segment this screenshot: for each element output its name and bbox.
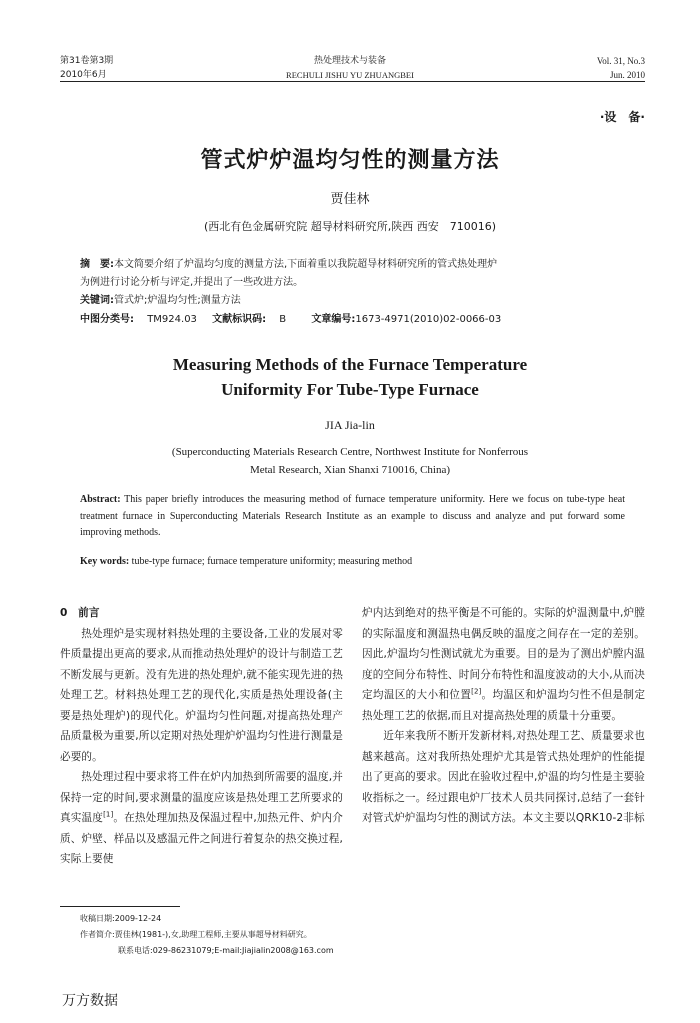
clc-label: 中图分类号: (80, 314, 134, 325)
left-paragraph-2 (60, 767, 343, 870)
keywords-en (80, 554, 625, 571)
article-no-label: 文章编号: (311, 314, 356, 325)
right-paragraph-1 (362, 603, 645, 726)
left-paragraph-1: 热处理炉是实现材料热处理的主要设备,工业的发展对零件质量提出更高的要求,从而推动热处理炉的设计与制造工艺不断发展与更新。没有先进的热处理炉,就不能实现先进的热处理工艺。材料热处理工艺的现代化,实质是热处理设备(主要是热处理炉)的现代化。炉温均匀性问题,对提高热处理产品质量极为重要,所以定期对热处理炉炉温均匀性进行测量是必要的。 (60, 627, 343, 763)
abstract-cn-label: 摘 要: (80, 259, 114, 270)
right-paragraph-2: 近年来我所不断开发新材料,对热处理工艺、质量要求也越来越高。这对我所热处理炉尤其是管式热处理炉的性能提出了更高的要求。因此在验收过程中,炉温的均匀性是主要验收指标之一。经过跟电炉厂技术人员共同探讨,总结了一套针对管式炉炉温均匀性的测试方法。本文主要以QRK10-2非标 (362, 730, 645, 824)
affiliation-en-line2: Metal Research, Xian Shanxi 710016, China) (249, 464, 451, 476)
abstract-en-label: Abstract: (80, 494, 121, 505)
keywords-en-label: Key words: (80, 556, 130, 567)
section-tag: ·设 备· (599, 110, 645, 124)
title-en-line1: Measuring Methods of the Furnace Temperature (172, 355, 528, 374)
clc-value: TM924.03 (147, 314, 197, 325)
doc-code-label: 文献标识码: (212, 314, 267, 325)
header-journal-cn: 热处理技术与装备 (313, 56, 386, 66)
abstract-cn-line2: 为例进行讨论分析与评定,并提出了一些改进方法。 (80, 277, 304, 288)
body-left-column (60, 603, 343, 870)
abstract-en (80, 492, 625, 542)
title-cn: 管式炉炉温均匀性的测量方法 (200, 148, 500, 173)
keywords-cn (80, 292, 241, 310)
header-rule (60, 81, 645, 82)
abstract-cn-line1: 本文简要介绍了炉温均匀度的测量方法,下面着重以我院超导材料研究所的管式热处理炉 (114, 259, 498, 270)
watermark: 万方数据 (62, 993, 118, 1009)
affiliation-en-line1: (Superconducting Materials Research Centre, Northwest Institute for Nonferrous (171, 446, 529, 458)
left-paragraph-2-text-a: 热处理过程中要求将工件在炉内加热到所需要的温度,并保持一定的时间,要求测量的温度应该是热处理工艺所要求的真实温度 (60, 771, 343, 824)
affiliation-cn: (西北有色金属研究院 超导材料研究所,陕西 西安 710016) (203, 220, 497, 233)
right-paragraph-1-text-b: 。均温区和炉温均匀性不但是制定热处理工艺的依据,而且对提高热处理的质量十分重要。 (362, 689, 646, 722)
left-paragraph-2-text-b: 。在热处理加热及保温过程中,加热元件、炉内介质、炉壁、样品以及感温元件之间进行着复杂的热交换过程,实际上要使 (60, 812, 343, 865)
article-no-value: 1673-4971(2010)02-0066-03 (355, 314, 502, 325)
footnote-author-bio: 作者简介:贾佳林(1981-),女,助理工程师,主要从事超导材料研究。 (80, 930, 312, 939)
footnote-contact: 联系电话:029-86231079;E-mail:Jiajialin2008@163.com (118, 946, 334, 955)
footnote-rule (60, 906, 180, 907)
abstract-cn (80, 256, 497, 274)
doc-code-value: B (279, 314, 287, 325)
header-date-cn: 2010年6月 (60, 70, 107, 80)
body-right-column (362, 603, 645, 829)
abstract-en-text: This paper briefly introduces the measuring method of furnace temperature uniformity. Here we focus on tube-type heat treatment furnace in Superconducting Materials Research Institute as an example to discuss and analyze and put forward some improving methods. (80, 494, 625, 538)
keywords-cn-label: 关键词: (80, 295, 114, 306)
author-en: JIA Jia-lin (325, 418, 375, 432)
citation-2: [2] (471, 687, 482, 696)
right-paragraph-1-text-a: 炉内达到绝对的热平衡是不可能的。实际的炉温测量中,炉膛的实际温度和测温热电偶反映的温度之间存在一定的差别。因此,炉温均匀性测试就尤为重要。目的是为了测出炉膛内温度的空间分布特性、时间分布特性和温度波动的大小,从而决定均温区的大小和位置 (362, 607, 645, 701)
citation-1: [1] (103, 810, 114, 819)
header-journal-en: RECHULI JISHU YU ZHUANGBEI (286, 70, 414, 80)
header-volume-en: Vol. 31, No.3 (596, 56, 645, 66)
footnote-received: 收稿日期:2009-12-24 (80, 914, 162, 923)
keywords-en-text: tube-type furnace; furnace temperature uniformity; measuring method (131, 556, 413, 567)
classification-row (80, 311, 501, 329)
header-date-en: Jun. 2010 (609, 70, 645, 80)
header-volume-cn: 第31卷第3期 (60, 56, 114, 66)
title-en-line2: Uniformity For Tube-Type Furnace (221, 380, 479, 399)
section-0-heading: 0 前言 (60, 607, 100, 619)
keywords-cn-text: 管式炉;炉温均匀性;测量方法 (114, 295, 241, 306)
author-cn: 贾佳林 (330, 192, 370, 207)
